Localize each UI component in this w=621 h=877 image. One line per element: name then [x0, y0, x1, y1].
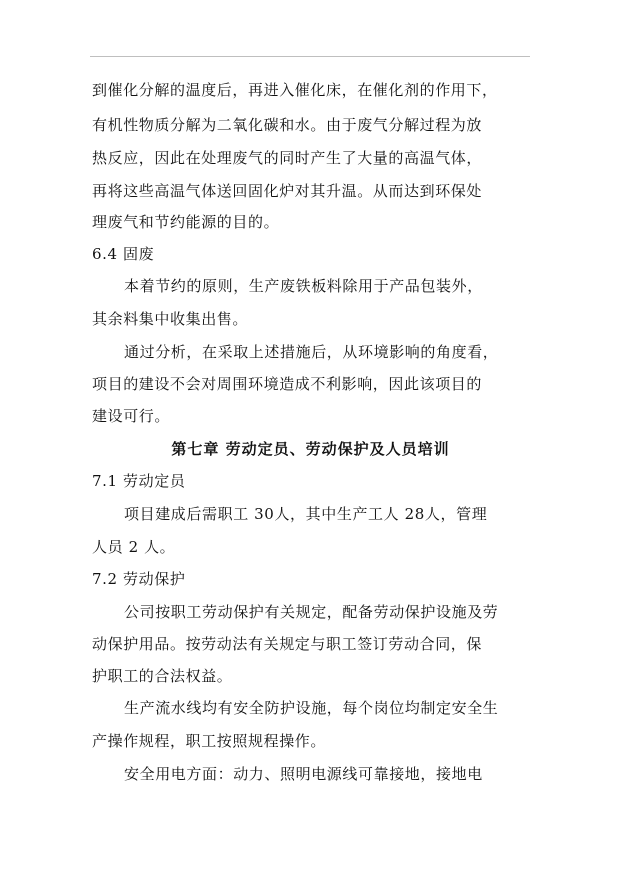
header-rule: [90, 56, 530, 57]
chapter-title: 第七章 劳动定员、劳动保护及人员培训: [171, 440, 450, 458]
text-line: 动保护用品。按劳动法有关规定与职工签订劳动合同，保: [92, 635, 483, 653]
text-line: 其余料集中收集出售。: [92, 310, 249, 328]
text-line: 产操作规程，职工按照规程操作。: [92, 732, 327, 750]
text-line: 热反应，因此在处理废气的同时产生了大量的高温气体，: [92, 149, 483, 167]
text-line: 有机性物质分解为二氧化碳和水。由于废气分解过程为放: [92, 116, 483, 134]
text-line: 本着节约的原则，生产废铁板料除用于产品包装外，: [124, 277, 483, 295]
text-line: 理废气和节约能源的目的。: [92, 213, 280, 231]
text-line: 到催化分解的温度后，再进入催化床，在催化剂的作用下，: [92, 81, 498, 99]
text-line: 安全用电方面：动力、照明电源线可靠接地，接地电: [124, 765, 483, 783]
section-heading-7-2: 7.2 劳动保护: [92, 570, 186, 588]
section-heading-6-4: 6.4 固废: [92, 245, 155, 263]
text-line: 通过分析，在采取上述措施后，从环境影响的角度看，: [124, 343, 499, 361]
text-line: 护职工的合法权益。: [92, 667, 233, 685]
text-line: 项目建成后需职工 30人，其中生产工人 28人，管理: [124, 505, 488, 523]
section-heading-7-1: 7.1 劳动定员: [92, 472, 186, 490]
text-line: 生产流水线均有安全防护设施，每个岗位均制定安全生: [124, 699, 499, 717]
text-line: 建设可行。: [92, 407, 171, 425]
text-line: 人员 2 人。: [92, 538, 176, 556]
text-line: 项目的建设不会对周围环境造成不利影响，因此该项目的: [92, 375, 483, 393]
text-line: 公司按职工劳动保护有关规定，配备劳动保护设施及劳: [124, 603, 499, 621]
text-line: 再将这些高温气体送回固化炉对其升温。从而达到环保处: [92, 182, 483, 200]
